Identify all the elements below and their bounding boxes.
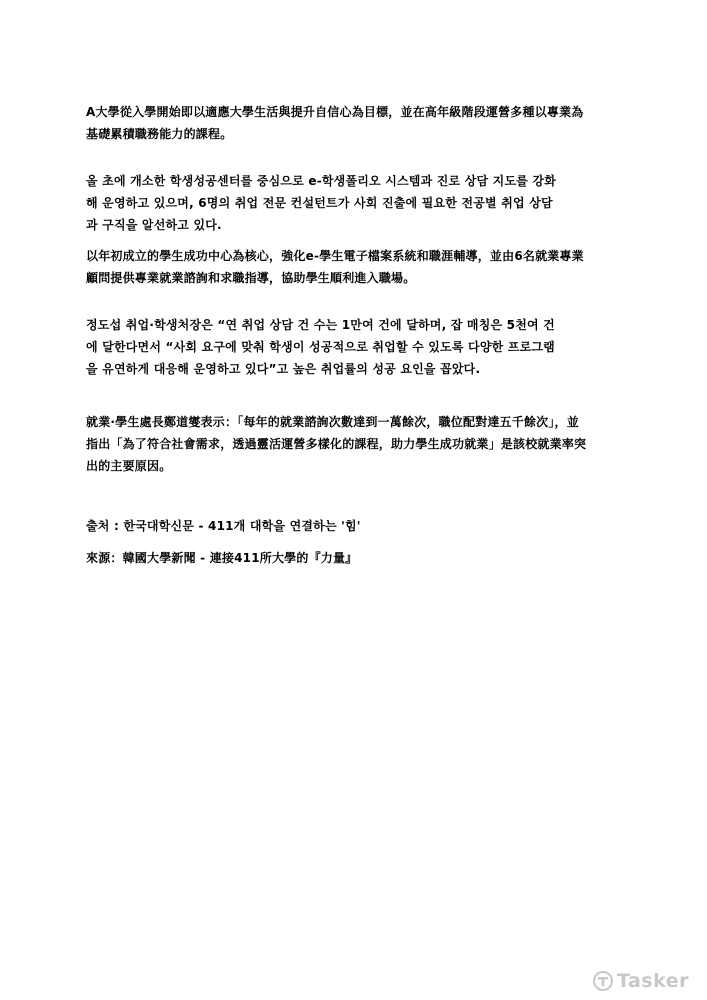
tasker-logo-icon [593, 971, 613, 991]
body-paragraph-zh-2: 就業·學生處長鄭道燮表示：「每年的就業諮詢次數達到一萬餘次，職位配對達五千餘次」，並 指出「為了符合社會需求，透過靈活運營多樣化的課程，助力學生成功就業」是該校就業率突 出的主要原因。 [86, 415, 587, 473]
source-line-zh: 來源：韓國大學新聞 - 連接411所大學的『力量』 [86, 551, 358, 565]
body-paragraph-zh-1: 以年初成立的學生成功中心為核心，強化e-學生電子檔案系統和職涯輔導，並由6名就業專業 顧問提供專業就業諮詢和求職指導，協助學生順利進入職場。 [86, 249, 584, 285]
watermark [593, 970, 689, 992]
body-paragraph-ko-2: 정도섭 취업·학생처장은 “연 취업 상담 건 수는 1만여 건에 달하며, 잡 매칭은 5천여 건 에 달한다면서 “사회 요구에 맞춰 학생이 성공적으로 취업할 수 있도록 다양한 프로그램 을 유연하게 대응해 운영하고 있다”고 높은 취업률의 성공 요인을 꼽았다. [86, 318, 555, 376]
intro-paragraph-zh: A大學從入學開始即以適應大學生活與提升自信心為目標，並在高年級階段運營多種以專業為 基礎累積職務能力的課程。 [86, 105, 584, 141]
source-line-ko: 출처 : 한국대학신문 - 411개 대학을 연결하는 '힘' [86, 519, 361, 533]
body-paragraph-ko-1: 올 초에 개소한 학생성공센터를 중심으로 e-학생폴리오 시스템과 진로 상담 지도를 강화 해 운영하고 있으며, 6명의 취업 전문 컨설턴트가 사회 진출에 필요한 전공별 취업 상담 과 구직을 알선하고 있다. [86, 174, 557, 232]
watermark-text: Tasker [616, 970, 689, 992]
